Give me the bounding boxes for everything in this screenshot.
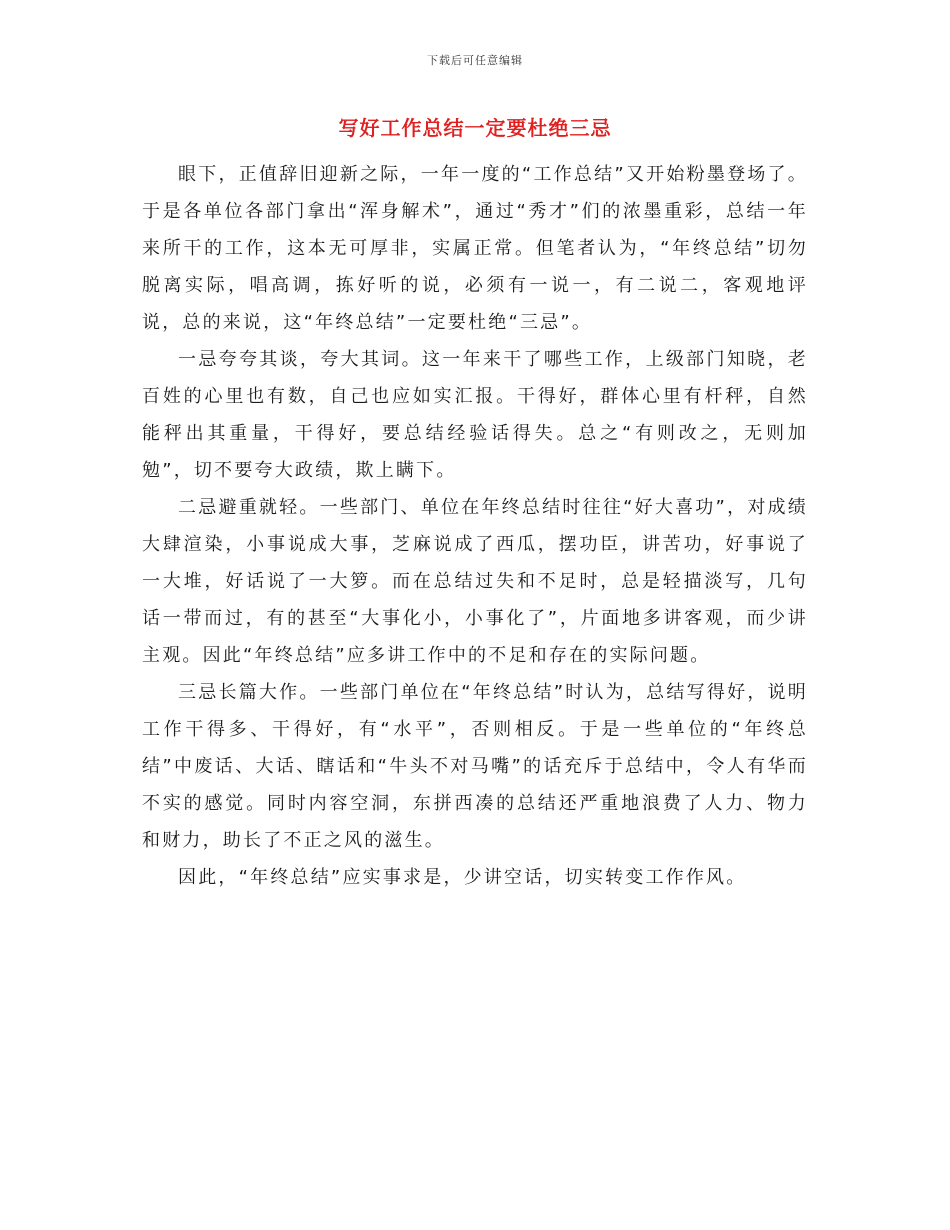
paragraph-taboo-three: 三忌长篇大作。一些部门单位在“年终总结”时认为，总结写得好，说明工作干得多、干得好，有“水平”，否则相反。于是一些单位的“年终总结”中废话、大话、瞎话和“牛头不对马嘴”的话充斥于总结中，令人有华而不实的感觉。同时内容空洞，东拼西凑的总结还严重地浪费了人力、物力和财力，助长了不正之风的滋生。 — [142, 682, 808, 851]
document-title: 写好工作总结一定要杜绝三忌 — [338, 116, 612, 140]
document-body — [142, 156, 808, 896]
paragraph-intro: 眼下，正值辞旧迎新之际，一年一度的“工作总结”又开始粉墨登场了。于是各单位各部门拿出“浑身解术”，通过“秀才”们的浓墨重彩，总结一年来所干的工作，这本无可厚非，实属正常。但笔者认为，“年终总结”切勿脱离实际，唱高调，拣好听的说，必须有一说一，有二说二，客观地评说，总的来说，这“年终总结”一定要杜绝“三忌”。 — [142, 164, 808, 333]
header-note: 下载后可任意编辑 — [427, 54, 523, 67]
paragraph-taboo-two: 二忌避重就轻。一些部门、单位在年终总结时往往“好大喜功”，对成绩大肆渲染，小事说成大事，芝麻说成了西瓜，摆功臣，讲苦功，好事说了一大堆，好话说了一大箩。而在总结过失和不足时，总是轻描淡写，几句话一带而过，有的甚至“大事化小，小事化了”，片面地多讲客观，而少讲主观。因此“年终总结”应多讲工作中的不足和存在的实际问题。 — [142, 497, 808, 666]
paragraph-conclusion: 因此，“年终总结”应实事求是，少讲空话，切实转变工作作风。 — [178, 867, 747, 888]
paragraph-taboo-one: 一忌夸夸其谈，夸大其词。这一年来干了哪些工作，上级部门知晓，老百姓的心里也有数，自己也应如实汇报。干得好，群体心里有杆秤，自然能秤出其重量，干得好，要总结经验话得失。总之“有则改之，无则加勉”，切不要夸大政绩，欺上瞒下。 — [142, 349, 808, 481]
